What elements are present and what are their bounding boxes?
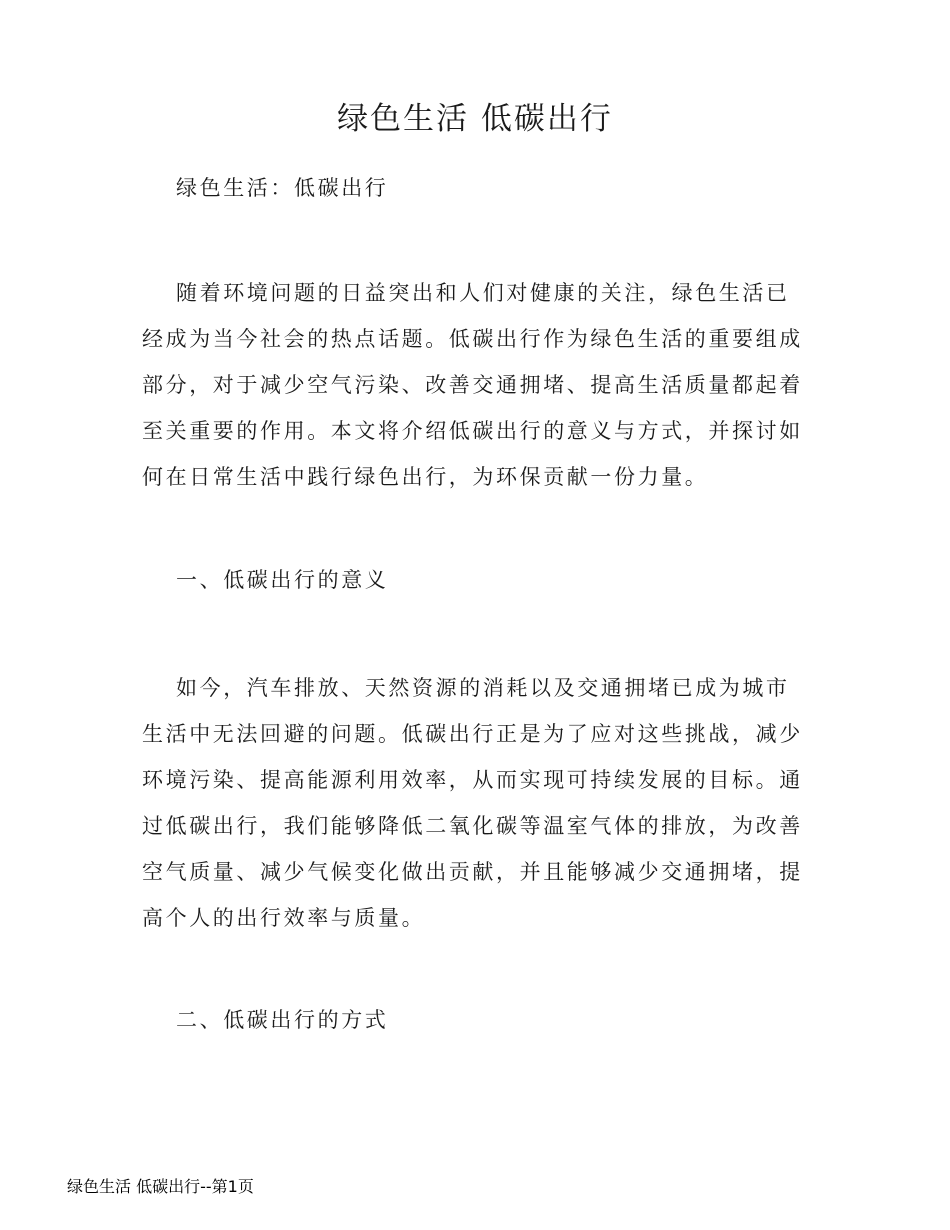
paragraph-intro: 随着环境问题的日益突出和人们对健康的关注，绿色生活已经成为当今社会的热点话题。低碳出行作为绿色生活的重要组成部分，对于减少空气污染、改善交通拥堵、提高生活质量都起着至关重要的作用。本文将介绍低碳出行的意义与方式，并探讨如何在日常生活中践行绿色出行，为环保贡献一份力量。 <box>142 281 803 489</box>
section-heading-meaning: 一、低碳出行的意义 <box>176 568 389 592</box>
document-title: 绿色生活 低碳出行 <box>337 101 613 137</box>
document-subtitle: 绿色生活：低碳出行 <box>176 176 389 200</box>
paragraph-meaning: 如今，汽车排放、天然资源的消耗以及交通拥堵已成为城市生活中无法回避的问题。低碳出行正是为了应对这些挑战，减少环境污染、提高能源利用效率，从而实现可持续发展的目标。通过低碳出行，我们能够降低二氧化碳等温室气体的排放，为改善空气质量、减少气候变化做出贡献，并且能够减少交通拥堵，提高个人的出行效率与质量。 <box>142 676 803 930</box>
section-heading-methods: 二、低碳出行的方式 <box>176 1008 389 1032</box>
page-footer: 绿色生活 低碳出行--第1页 <box>67 1177 254 1196</box>
